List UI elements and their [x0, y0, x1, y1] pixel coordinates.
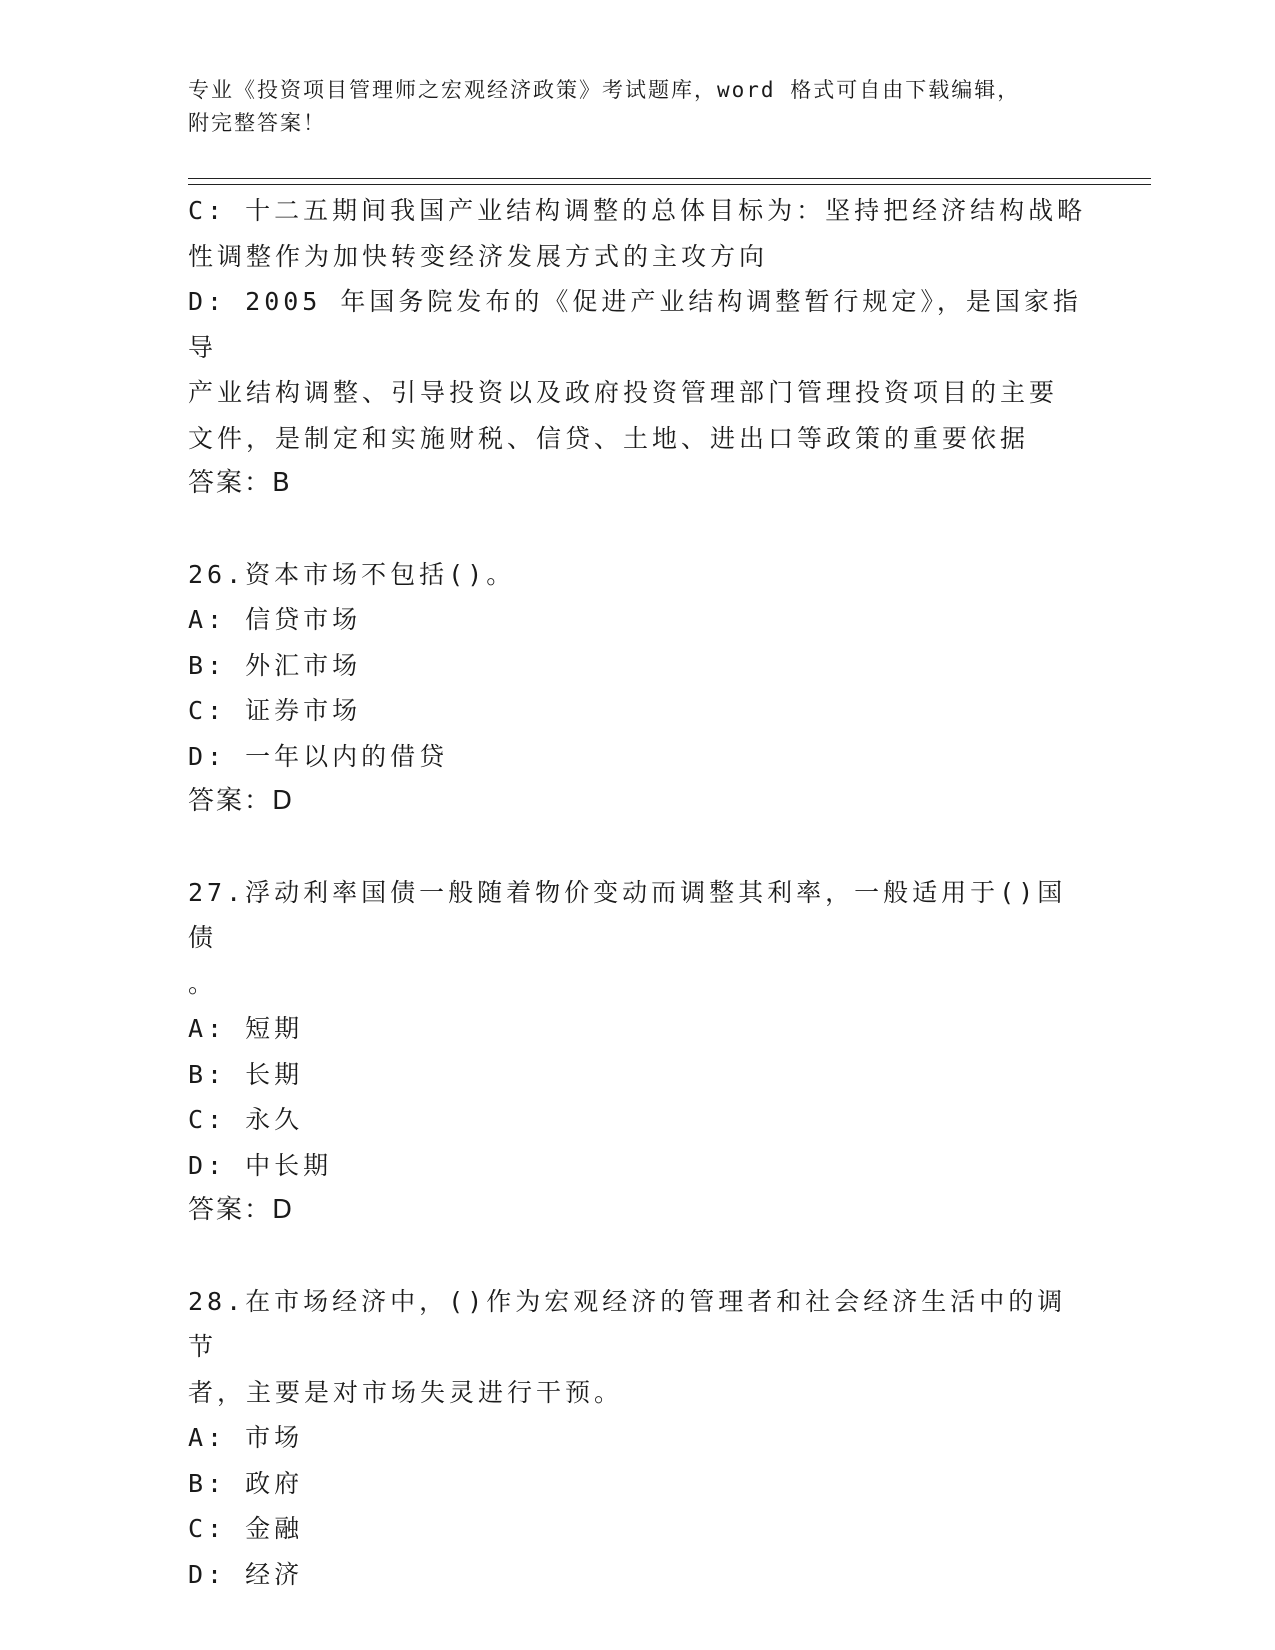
spacer	[188, 1234, 1088, 1279]
option-line: 产业结构调整、引导投资以及政府投资管理部门管理投资项目的主要	[188, 378, 1059, 407]
question-continuation	[188, 188, 1088, 507]
option-line: D: 中长期	[188, 1150, 333, 1180]
option-line: C: 十二五期间我国产业结构调整的总体目标为：坚持把经济结构战略	[188, 196, 1087, 225]
option-line: B: 外汇市场	[188, 650, 362, 680]
option-line: A: 信贷市场	[188, 605, 362, 634]
header-line: 专业《投资项目管理师之宏观经济政策》考试题库，word 格式可自由下载编辑，	[188, 78, 1021, 102]
document-header	[188, 74, 1088, 140]
spacer	[188, 825, 1088, 870]
header-line: 附完整答案！	[188, 111, 326, 135]
question-stem: 者，主要是对市场失灵进行干预。	[188, 1377, 624, 1407]
option-line: B: 长期	[188, 1059, 304, 1089]
option-line: 文件，是制定和实施财税、信贷、土地、进出口等政策的重要依据	[188, 423, 1030, 453]
option-line: A: 短期	[188, 1014, 304, 1043]
option-line: C: 证券市场	[188, 696, 362, 725]
option-line: B: 政府	[188, 1468, 304, 1498]
option-line: 性调整作为加快转变经济发展方式的主攻方向	[188, 241, 769, 271]
header-divider	[188, 184, 1151, 185]
option-line: A: 市场	[188, 1423, 304, 1452]
header-divider	[188, 178, 1151, 179]
option-line: D: 经济	[188, 1559, 304, 1589]
document-body	[188, 188, 1088, 1597]
question-stem: 。	[188, 968, 218, 998]
question-26	[188, 552, 1088, 825]
question-28	[188, 1279, 1088, 1598]
answer-line: 答案：D	[188, 786, 295, 816]
option-line: D: 一年以内的借贷	[188, 741, 449, 771]
option-line: C: 金融	[188, 1514, 304, 1543]
answer-line: 答案：B	[188, 468, 292, 498]
answer-line: 答案：D	[188, 1195, 295, 1225]
option-line: C: 永久	[188, 1105, 304, 1134]
question-stem: 28.在市场经济中，()作为宏观经济的管理者和社会经济生活中的调节	[188, 1286, 1067, 1361]
question-27	[188, 870, 1088, 1234]
option-line: D: 2005 年国务院发布的《促进产业结构调整暂行规定》，是国家指导	[188, 287, 1082, 362]
spacer	[188, 507, 1088, 552]
question-stem: 27.浮动利率国债一般随着物价变动而调整其利率，一般适用于()国债	[188, 877, 1067, 952]
question-stem: 26.资本市场不包括()。	[188, 559, 516, 589]
